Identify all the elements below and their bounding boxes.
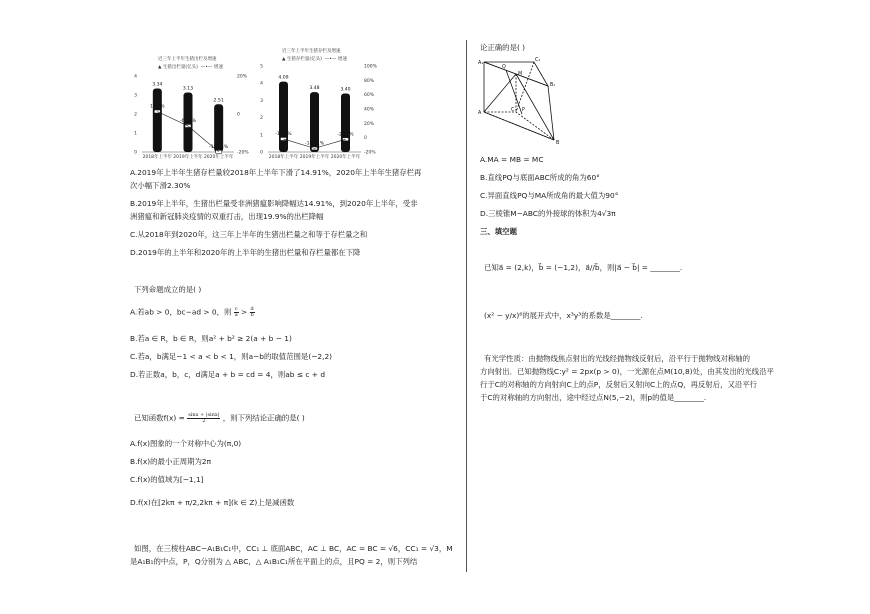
func-option-d: D.f(x)在[2kπ + π/2,2kπ + π](k ∈ Z)上是减函数 [130, 498, 295, 507]
rate-value-label: -6.29% [179, 118, 197, 124]
x-tick-label: 2019年上半年 [299, 155, 330, 160]
section-heading: 三、填空题 [480, 227, 517, 236]
rate-value-label: -1.80% [275, 131, 292, 137]
chart2-title: 近三年上半年生猪存栏及增速 [282, 49, 341, 54]
label-b1: B₁ [550, 83, 556, 88]
legend-line-icon: —•— [324, 57, 337, 62]
y-right-tick: 0 [237, 112, 240, 118]
stat-option-d: D.2019年的上半年和2020年的上半年的生猪出栏量和存栏量都在下降 [130, 248, 361, 257]
y-left-tick: 3 [134, 93, 137, 99]
bar-value-label: 4.09 [278, 75, 289, 81]
prism-figure [478, 56, 576, 146]
fraction-num: c [234, 306, 238, 312]
rate-value-label: -14.91% [304, 141, 325, 147]
x-tick-label: 2020年上半年 [330, 155, 361, 160]
y-left-tick: 2 [260, 116, 263, 122]
bar [279, 82, 288, 152]
y-right-tick: 0 [364, 136, 367, 142]
func-option-a: A.f(x)图象的一个对称中心为(π,0) [130, 439, 242, 448]
label-c: C [511, 108, 515, 113]
ineq-option-a-prefix: A.若ab > 0，bc−ad > 0，则 [130, 307, 232, 317]
func-stem-prefix: 已知函数f(x) = [134, 413, 188, 423]
bar-value-label: 2.51 [213, 98, 224, 104]
rate-value-label: -2.30% [337, 132, 354, 138]
func-stem-suffix: ，则下列结论正确的是( ) [222, 413, 305, 423]
fraction-c-over-a [234, 307, 239, 318]
fill-question-3-line4: 于C的对称轴的方向射出，途中经过点N(5,−2)，则p的值是________. [480, 393, 707, 402]
stat-option-b2: 洲猪瘟和新冠肺炎疫情的双重打击，出现19.9%的出栏降幅 [130, 212, 324, 221]
legend-line-icon: —•— [200, 65, 213, 70]
y-right-tick: 80% [364, 78, 375, 84]
bar-value-label: 3.48 [309, 86, 320, 92]
fraction-d-over-b [250, 307, 255, 318]
column-divider [466, 40, 467, 572]
stat-option-b1: B.2019年上半年，生猪出栏量受非洲猪瘟影响降幅达14.91%，到2020年上半年，受非 [130, 199, 418, 208]
y-right-tick: -20% [364, 150, 376, 156]
chart1 [130, 70, 250, 160]
bar [153, 89, 162, 152]
segment-mb [516, 74, 554, 140]
prism-option-a: A.MA = MB = MC [480, 155, 544, 164]
chart2 [254, 62, 379, 160]
y-left-tick: 5 [260, 64, 263, 70]
label-b: B [556, 141, 560, 146]
fill-question-3-line1: 有光学性质：由抛物线焦点射出的光线经抛物线反射后，沿平行于抛物线对称轴的 [484, 354, 751, 363]
y-left-tick: 3 [260, 98, 263, 104]
stat-option-a2: 次小幅下滑2.30% [130, 181, 191, 190]
func-option-b: B.f(x)的最小正周期为2π [130, 457, 212, 466]
y-left-tick: 1 [260, 133, 263, 139]
fraction-den: a [234, 312, 238, 318]
bar-value-label: 3.40 [340, 87, 351, 93]
stat-option-c: C.从2018年到2020年，这三年上半年的生猪出栏量之和等于存栏量之和 [130, 230, 368, 239]
chart2-legend-line: 增速 [337, 57, 347, 62]
y-right-tick: 40% [364, 107, 375, 113]
label-a1: A₁ [478, 61, 484, 66]
prism-option-d: D.三棱锥M−ABC的外接球的体积为4√3π [480, 209, 616, 218]
x-tick-label: 2018年上半年 [268, 155, 299, 160]
legend-bar-icon: ▲ [158, 65, 162, 70]
edge-ab [484, 112, 554, 140]
fill-question-1: 已知a⃗ = (2,k)，b⃗ = (−1,2)，a⃗//b⃗，则|a⃗ − b⃗| = ________. [484, 263, 683, 272]
label-m: M [518, 72, 523, 77]
rate-value-label: -19.91% [209, 144, 229, 150]
prism-stem-line2: 是A₁B₁的中点，P，Q分别为 △ ABC，△ A₁B₁C₁所在平面上的点，且PQ = 2，则下列结 [130, 557, 418, 566]
prism-stem-line1: 如图，在三棱柱ABC−A₁B₁C₁中，CC₁ ⊥ 底面ABC，AC ⊥ BC，AC = BC = √6，CC₁ = √3，M [134, 544, 453, 553]
y-right-tick: 60% [364, 93, 375, 99]
ineq-stem: 下列命题成立的是( ) [134, 285, 202, 294]
prism-stem-continued: 论正确的是( ) [480, 43, 526, 52]
ineq-option-d: D.若正数a，b，c，d满足a + b = cd = 4，则ab ≤ c + d [130, 370, 326, 379]
x-tick-label: 2019年上半年 [173, 155, 203, 160]
fill-question-3-line2: 方向射出．已知抛物线C:y² = 2px(p > 0)，一光源在点M(10,8)处，由其发出的光线沿平 [480, 367, 774, 376]
fill-question-2: (x² − y/x)⁶的展开式中，x³y³的系数是________. [484, 311, 643, 320]
label-q: Q [502, 65, 506, 70]
ineq-option-b: B.若a ∈ R，b ∈ R，则a² + b² ≥ 2(a + b − 1) [130, 334, 292, 343]
y-right-tick: -20% [237, 150, 249, 156]
y-left-tick: 4 [260, 81, 263, 87]
chart2-legend-bar: 生猪存栏量(亿头) [286, 57, 322, 62]
y-left-tick: 0 [260, 150, 263, 156]
chart1-legend-line: 增速 [213, 65, 223, 70]
fill-question-3-line3: 行于C的对称轴的方向射向C上的点P，反射后又射向C上的点Q，再反射后，又沿平行 [480, 380, 758, 389]
y-left-tick: 1 [134, 131, 137, 137]
fraction-den: 2 [202, 418, 206, 424]
y-right-tick: 20% [237, 74, 248, 80]
chart1-legend-bar: 生猪出栏量(亿头) [162, 65, 198, 70]
func-stem [134, 413, 305, 424]
ineq-option-a: A.若ab > 0，bc−ad > 0，则 $\frac{c}{a}$ > $\frac{d}{b}$ [130, 306, 254, 318]
y-left-tick: 0 [134, 150, 137, 156]
bar [341, 94, 350, 152]
x-tick-label: 2018年上半年 [142, 155, 173, 160]
x-tick-label: 2020年上半年 [203, 155, 234, 160]
func-option-c: C.f(x)的值域为[−1,1] [130, 475, 204, 484]
y-right-tick: 100% [364, 64, 377, 70]
y-left-tick: 4 [134, 74, 137, 80]
fraction-den: b [250, 312, 254, 318]
y-left-tick: 2 [134, 112, 137, 118]
bar-value-label: 3.13 [182, 86, 194, 92]
segment-ma [484, 74, 516, 112]
prism-option-b: B.直线PQ与底面ABC所成的角为60° [480, 173, 600, 182]
ineq-option-c: C.若a，b满足−1 < a < b < 1，则a−b的取值范围是(−2,2) [130, 352, 333, 361]
fraction-func [187, 413, 220, 424]
rate-value-label: 1.30% [150, 104, 165, 110]
prism-option-c: C.异面直线PQ与MA所成角的最大值为90° [480, 191, 619, 200]
legend-bar-icon: ▲ [282, 57, 286, 62]
label-a: A [478, 111, 482, 116]
y-right-tick: 20% [364, 121, 375, 127]
bar-value-label: 3.34 [152, 82, 163, 88]
label-c1: C₁ [535, 58, 541, 63]
stat-option-a1: A.2019年上半年生猪存栏量较2018年上半年下滑了14.91%，2020年上半年生猪存栏再 [130, 168, 422, 177]
fraction-num: sinx + |sinx| [188, 412, 220, 418]
label-p: P [522, 108, 525, 113]
fraction-num: d [250, 306, 254, 312]
chart1-title: 近三年上半年生猪出栏及增速 [158, 57, 217, 62]
